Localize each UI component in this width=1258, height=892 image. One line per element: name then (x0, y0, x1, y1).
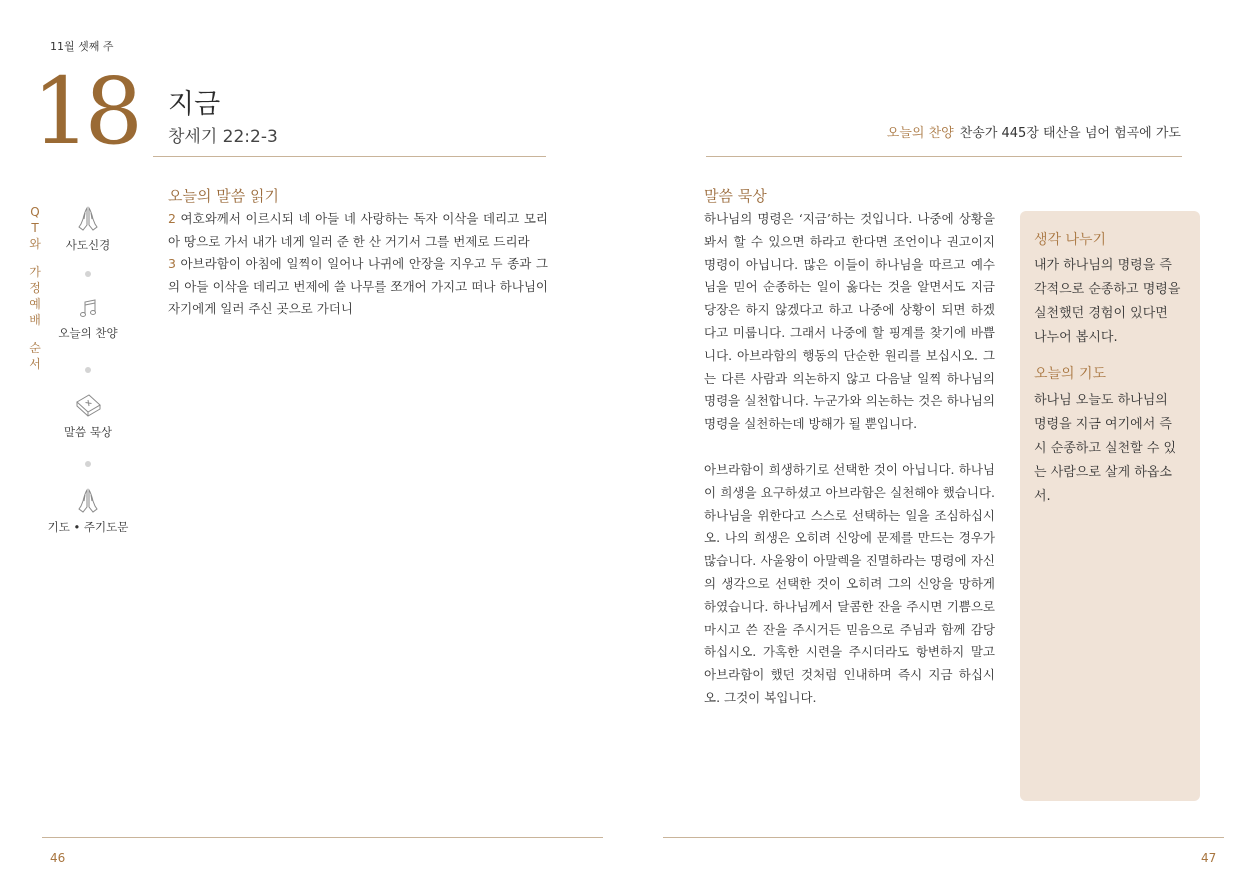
nav-item-prayer (33, 487, 143, 535)
header-divider-left (153, 156, 546, 157)
prayer-heading: 오늘의 기도 (1034, 366, 1107, 382)
prayer-text: 하나님 오늘도 하나님의 명령을 지금 여기에서 즉시 순종하고 실천할 수 있는 사람으로 살게 하옵소서. (1034, 393, 1177, 504)
nav-dot (85, 461, 91, 467)
verse-text: 여호와께서 이르시되 네 아들 네 사랑하는 독자 이삭을 데리고 모리아 땅으로 가서 내가 네게 일러 준 한 산 거기서 그를 번제로 드리라 (168, 211, 548, 249)
nav-item-todays-hymn (33, 297, 143, 341)
nav-label: 말씀 묵상 (63, 425, 113, 439)
footer-divider-left (42, 837, 603, 838)
header-divider-right (706, 156, 1182, 157)
scripture-passage: 창세기 22:2-3 (168, 127, 278, 147)
praying-hands-icon (73, 487, 103, 515)
meditation-body (704, 208, 995, 733)
nav-item-apostles-creed (33, 205, 143, 253)
music-note-icon (76, 297, 100, 321)
bible-icon (73, 392, 103, 420)
nav-label: 오늘의 찬양 (58, 326, 118, 340)
week-label: 11월 셋째 주 (50, 40, 114, 53)
verse-text: 아브라함이 아침에 일찍이 일어나 나귀에 안장을 지우고 두 종과 그의 아들 이삭을 데리고 번제에 쓸 나무를 쪼개어 가지고 떠나 하나님이 자기에게 일러 주신 곳으로 가더니 (168, 256, 548, 316)
nav-dot (85, 367, 91, 373)
verse-number: 3 (168, 256, 176, 271)
meditation-heading: 말씀 묵상 (704, 187, 767, 205)
nav-label: 기도 • 주기도문 (47, 520, 129, 534)
day-number: 18 (32, 58, 138, 165)
hymn-title: 찬송가 445장 태산을 넘어 험곡에 가도 (959, 126, 1181, 141)
side-vertical-title: Q T 와 가 정 예 배 순 서 (29, 205, 41, 371)
meditation-paragraph: 하나님의 명령은 ‘지금’하는 것입니다. 나중에 상황을 봐서 할 수 있으면 하라고 한다면 조언이나 권고이지 명령이 아닙니다. 많은 이들이 하나님을 따르고 예수님을 믿어 순종하는 일이 옳다는 것을 알면서도 지금 당장은 하지 않겠다고 하고 나중에 상황이 되면 하겠다고 미룹니다. 그래서 나중에 할 핑계를 찾기에 바쁩니다. 아브라함의 행동의 단순한 원리를 보십시오. 그는 다른 사람과 의논하지 않고 다음날 일찍 하나님의 명령을 실천합니다. 누군가와 의논하는 것은 하나님의 명령을 실천하는데 방해가 될 뿐입니다. (704, 211, 995, 432)
nav-item-meditation (33, 392, 143, 440)
todays-hymn (887, 122, 1181, 141)
reading-heading: 오늘의 말씀 읽기 (168, 187, 279, 205)
nav-label: 사도신경 (65, 238, 111, 252)
verse-number: 2 (168, 211, 176, 226)
nav-dot (85, 271, 91, 277)
share-text: 내가 하나님의 명령을 즉각적으로 순종하고 명령을 실천했던 경험이 있다면 나누어 봅시다. (1034, 258, 1181, 345)
praying-hands-icon (73, 205, 103, 233)
share-heading: 생각 나누기 (1034, 232, 1107, 248)
page-number-left: 46 (50, 851, 66, 865)
page-title: 지금 (168, 89, 221, 120)
footer-divider-right (663, 837, 1224, 838)
scripture-reading (168, 208, 548, 321)
page-number-right: 47 (1201, 851, 1217, 865)
hymn-label: 오늘의 찬양 (886, 126, 954, 141)
meditation-paragraph: 아브라함이 희생하기로 선택한 것이 아닙니다. 하나님이 희생을 요구하셨고 아브라함은 실천해야 했습니다. 하나님을 위한다고 스스로 선택하는 일을 조심하십시오. 나의 희생은 오히려 신앙에 문제를 만드는 경우가 많습니다. 사울왕이 아말렉을 진멸하라는 명령에 자신의 생각으로 선택한 것이 오히려 그의 신앙을 망하게 하였습니다. 하나님께서 달콤한 잔을 주시면 기쁨으로 마시고 쓴 잔을 주시거든 믿음으로 주님과 함께 감당하십시오. 가혹한 시련을 주시더라도 항변하지 말고 아브라함이 했던 것처럼 인내하며 즉시 지금 하십시오. 그것이 복입니다. (704, 461, 995, 705)
